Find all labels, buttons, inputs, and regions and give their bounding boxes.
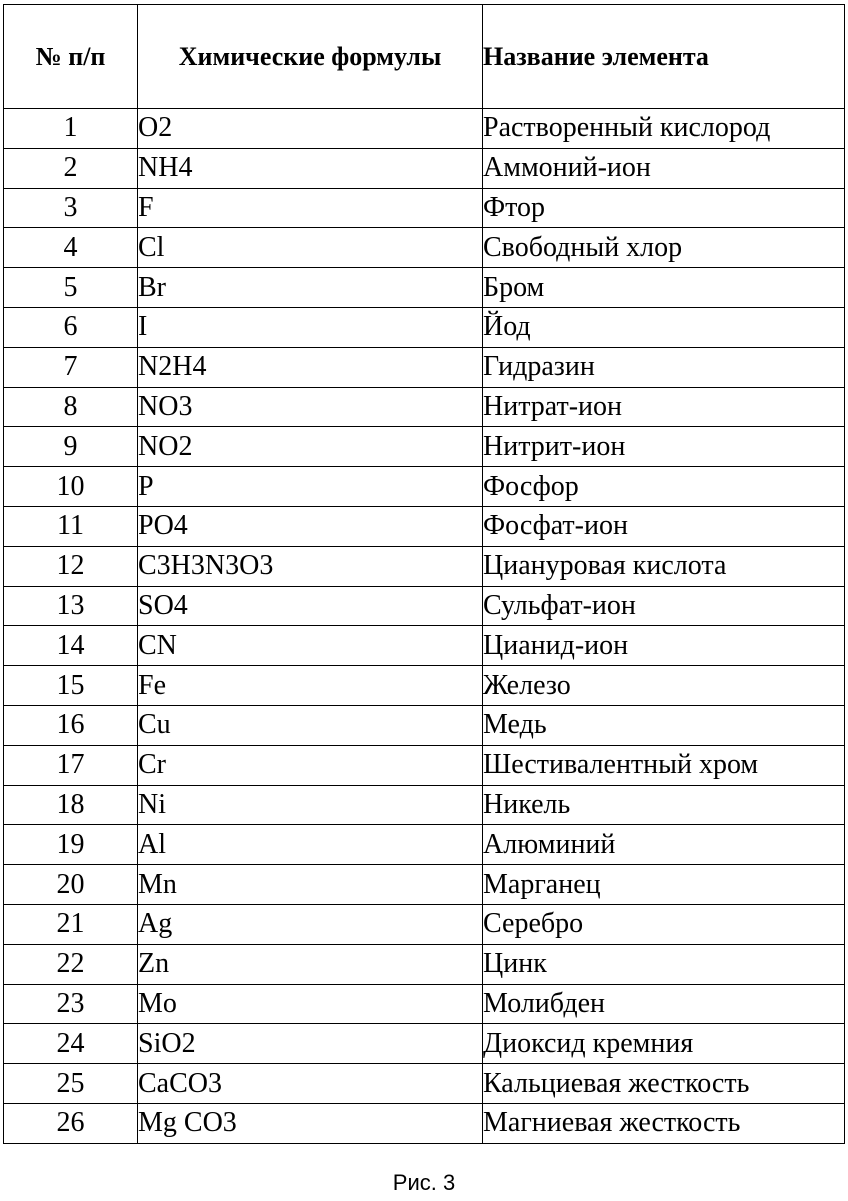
row-formula: N2H4 <box>138 347 483 387</box>
row-element-name: Фтор <box>483 188 845 228</box>
row-element-name: Кальциевая жесткость <box>483 1064 845 1104</box>
row-number: 11 <box>4 506 138 546</box>
row-element-name: Шестивалентный хром <box>483 745 845 785</box>
row-number: 25 <box>4 1064 138 1104</box>
row-element-name: Сульфат-ион <box>483 586 845 626</box>
table-row <box>4 904 845 944</box>
table-body <box>4 109 845 1144</box>
table-row <box>4 666 845 706</box>
row-formula: Cr <box>138 745 483 785</box>
row-formula: Zn <box>138 944 483 984</box>
row-element-name: Свободный хлор <box>483 228 845 268</box>
row-element-name: Медь <box>483 705 845 745</box>
table-row <box>4 586 845 626</box>
row-formula: P <box>138 467 483 507</box>
table-row <box>4 944 845 984</box>
table-row <box>4 745 845 785</box>
row-formula: C3H3N3O3 <box>138 546 483 586</box>
row-formula: Mn <box>138 865 483 905</box>
row-element-name: Магниевая жесткость <box>483 1103 845 1143</box>
table-row <box>4 188 845 228</box>
row-formula: PO4 <box>138 506 483 546</box>
row-formula: Ni <box>138 785 483 825</box>
row-formula: NH4 <box>138 148 483 188</box>
row-number: 26 <box>4 1103 138 1143</box>
row-formula: SiO2 <box>138 1024 483 1064</box>
row-element-name: Йод <box>483 307 845 347</box>
table-row <box>4 109 845 149</box>
row-formula: O2 <box>138 109 483 149</box>
row-number: 16 <box>4 705 138 745</box>
row-formula: Al <box>138 825 483 865</box>
row-number: 7 <box>4 347 138 387</box>
table-row <box>4 984 845 1024</box>
row-formula: Cl <box>138 228 483 268</box>
row-number: 23 <box>4 984 138 1024</box>
row-formula: Br <box>138 268 483 308</box>
row-number: 8 <box>4 387 138 427</box>
row-number: 15 <box>4 666 138 706</box>
row-number: 18 <box>4 785 138 825</box>
row-number: 19 <box>4 825 138 865</box>
row-number: 9 <box>4 427 138 467</box>
table-row <box>4 626 845 666</box>
row-element-name: Фосфат-ион <box>483 506 845 546</box>
table-row <box>4 825 845 865</box>
row-element-name: Цинк <box>483 944 845 984</box>
row-number: 6 <box>4 307 138 347</box>
row-formula: F <box>138 188 483 228</box>
row-formula: NO3 <box>138 387 483 427</box>
table-row <box>4 705 845 745</box>
table-row <box>4 268 845 308</box>
row-formula: Mo <box>138 984 483 1024</box>
row-number: 17 <box>4 745 138 785</box>
row-element-name: Серебро <box>483 904 845 944</box>
chemical-elements-table <box>3 4 845 1144</box>
row-number: 3 <box>4 188 138 228</box>
table-row <box>4 785 845 825</box>
table-row <box>4 307 845 347</box>
row-element-name: Железо <box>483 666 845 706</box>
table-row <box>4 427 845 467</box>
table-row <box>4 1064 845 1104</box>
row-formula: CaCO3 <box>138 1064 483 1104</box>
row-number: 10 <box>4 467 138 507</box>
row-number: 14 <box>4 626 138 666</box>
row-element-name: Молибден <box>483 984 845 1024</box>
table-row <box>4 148 845 188</box>
header-number: № п/п <box>4 5 138 109</box>
table-row <box>4 228 845 268</box>
table-row <box>4 1103 845 1143</box>
row-formula: NO2 <box>138 427 483 467</box>
row-formula: CN <box>138 626 483 666</box>
row-element-name: Растворенный кислород <box>483 109 845 149</box>
table-row <box>4 546 845 586</box>
row-formula: Ag <box>138 904 483 944</box>
header-formula: Химические формулы <box>138 5 483 109</box>
table-row <box>4 1024 845 1064</box>
row-number: 20 <box>4 865 138 905</box>
row-element-name: Нитрат-ион <box>483 387 845 427</box>
row-number: 2 <box>4 148 138 188</box>
row-formula: SO4 <box>138 586 483 626</box>
table-row <box>4 506 845 546</box>
row-formula: I <box>138 307 483 347</box>
row-element-name: Диоксид кремния <box>483 1024 845 1064</box>
figure-caption: Рис. 3 <box>392 1170 456 1195</box>
row-number: 12 <box>4 546 138 586</box>
row-formula: Cu <box>138 705 483 745</box>
row-element-name: Нитрит-ион <box>483 427 845 467</box>
row-element-name: Марганец <box>483 865 845 905</box>
row-number: 13 <box>4 586 138 626</box>
row-element-name: Никель <box>483 785 845 825</box>
row-number: 22 <box>4 944 138 984</box>
row-element-name: Бром <box>483 268 845 308</box>
table-row <box>4 347 845 387</box>
row-element-name: Циануровая кислота <box>483 546 845 586</box>
row-number: 5 <box>4 268 138 308</box>
row-number: 21 <box>4 904 138 944</box>
row-element-name: Гидразин <box>483 347 845 387</box>
row-formula: Mg CO3 <box>138 1103 483 1143</box>
row-number: 1 <box>4 109 138 149</box>
row-number: 4 <box>4 228 138 268</box>
row-element-name: Фосфор <box>483 467 845 507</box>
table-row <box>4 387 845 427</box>
header-element-name: Название элемента <box>483 5 845 109</box>
table-row <box>4 467 845 507</box>
row-element-name: Алюминий <box>483 825 845 865</box>
row-formula: Fe <box>138 666 483 706</box>
row-element-name: Аммоний-ион <box>483 148 845 188</box>
row-number: 24 <box>4 1024 138 1064</box>
table-row <box>4 865 845 905</box>
table-header-row <box>4 5 845 109</box>
row-element-name: Цианид-ион <box>483 626 845 666</box>
